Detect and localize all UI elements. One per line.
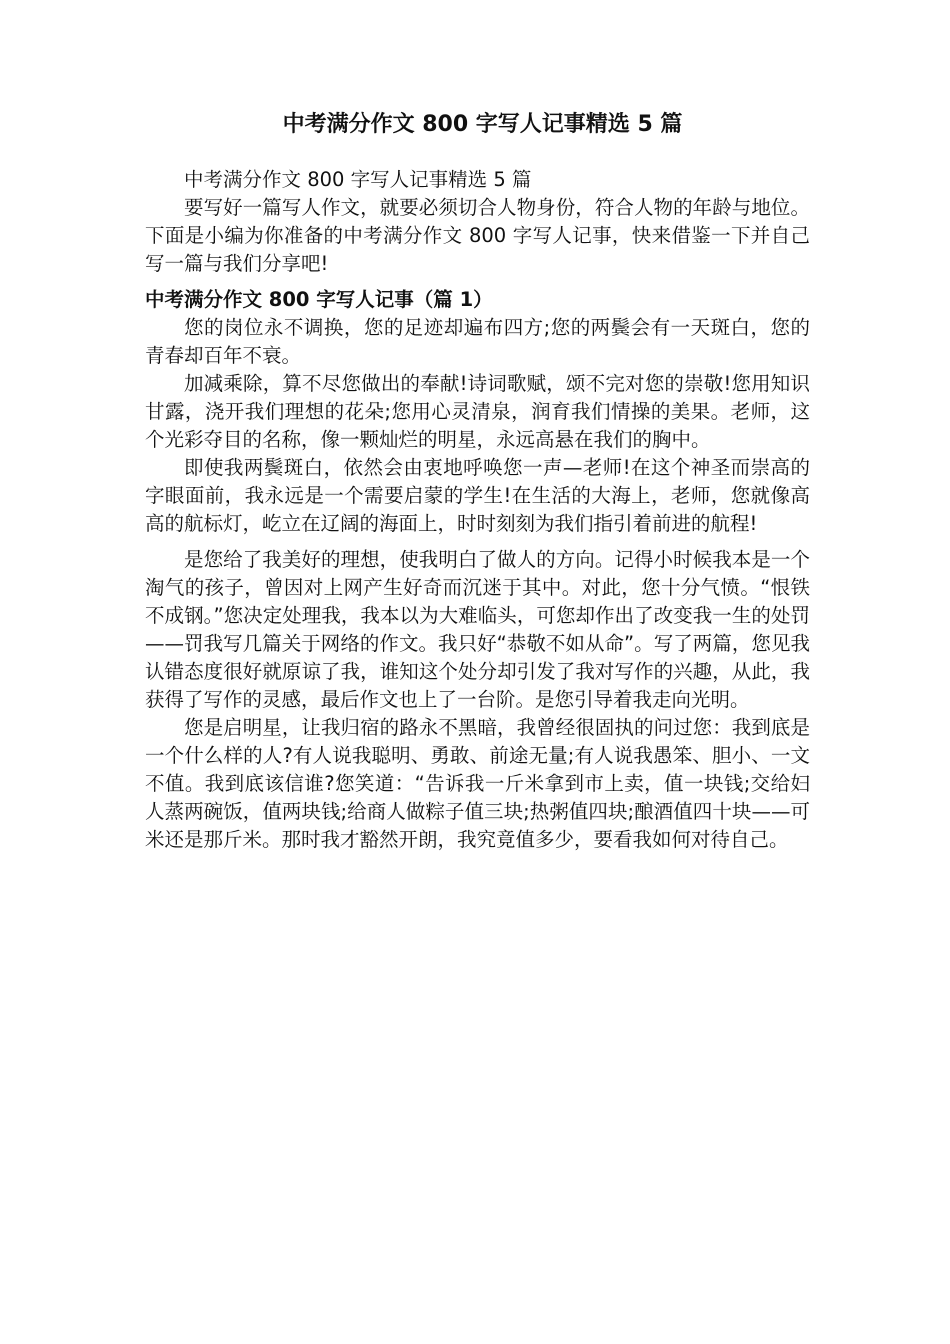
- body-paragraph: 您的岗位永不调换，您的足迹却遍布四方;您的两鬓会有一天斑白，您的青春却百年不衰。: [145, 316, 810, 367]
- body-paragraph: 加减乘除，算不尽您做出的奉献!诗词歌赋，颂不完对您的崇敬!您用知识甘露，浇开我们理想的花朵;您用心灵清泉，润育我们情操的美果。老师，这个光彩夺目的名称，像一颗灿烂的明星，永远高悬在我们的胸中。: [145, 372, 810, 451]
- body-paragraph: 是您给了我美好的理想，使我明白了做人的方向。记得小时候我本是一个淘气的孩子，曾因对上网产生好奇而沉迷于其中。对此，您十分气愤。“恨铁不成钢。”您决定处理我，我本以为大难临头，可您却作出了改变我一生的处罚——罚我写几篇关于网络的作文。我只好“恭敬不如从命”。写了两篇，您见我认错态度很好就原谅了我，谁知这个处分却引发了我对写作的兴趣，从此，我获得了写作的灵感，最后作文也上了一台阶。是您引导着我走向光明。: [145, 548, 810, 711]
- section-heading: 中考满分作文 800 字写人记事（篇 1）: [145, 288, 493, 311]
- intro-line: 中考满分作文 800 字写人记事精选 5 篇: [184, 168, 532, 191]
- intro-paragraph: 要写好一篇写人作文，就要必须切合人物身份，符合人物的年龄与地位。下面是小编为你准备的中考满分作文 800 字写人记事，快来借鉴一下并自己写一篇与我们分享吧!: [145, 196, 810, 275]
- body-paragraph: 即使我两鬓斑白，依然会由衷地呼唤您一声—老师!在这个神圣而崇高的字眼面前，我永远是一个需要启蒙的学生!在生活的大海上，老师，您就像高高的航标灯，屹立在辽阔的海面上，时时刻刻为我们指引着前进的航程!: [145, 456, 810, 535]
- document-title: 中考满分作文 800 字写人记事精选 5 篇: [282, 112, 683, 137]
- body-paragraph: 您是启明星，让我归宿的路永不黑暗，我曾经很固执的问过您：我到底是一个什么样的人?有人说我聪明、勇敢、前途无量;有人说我愚笨、胆小、一文不值。我到底该信谁?您笑道：“告诉我一斤米拿到市上卖，值一块钱;交给妇人蒸两碗饭，值两块钱;给商人做粽子值三块;热粥值四块;酿酒值四十块——可米还是那斤米。那时我才豁然开朗，我究竟值多少，要看我如何对待自己。: [145, 716, 810, 851]
